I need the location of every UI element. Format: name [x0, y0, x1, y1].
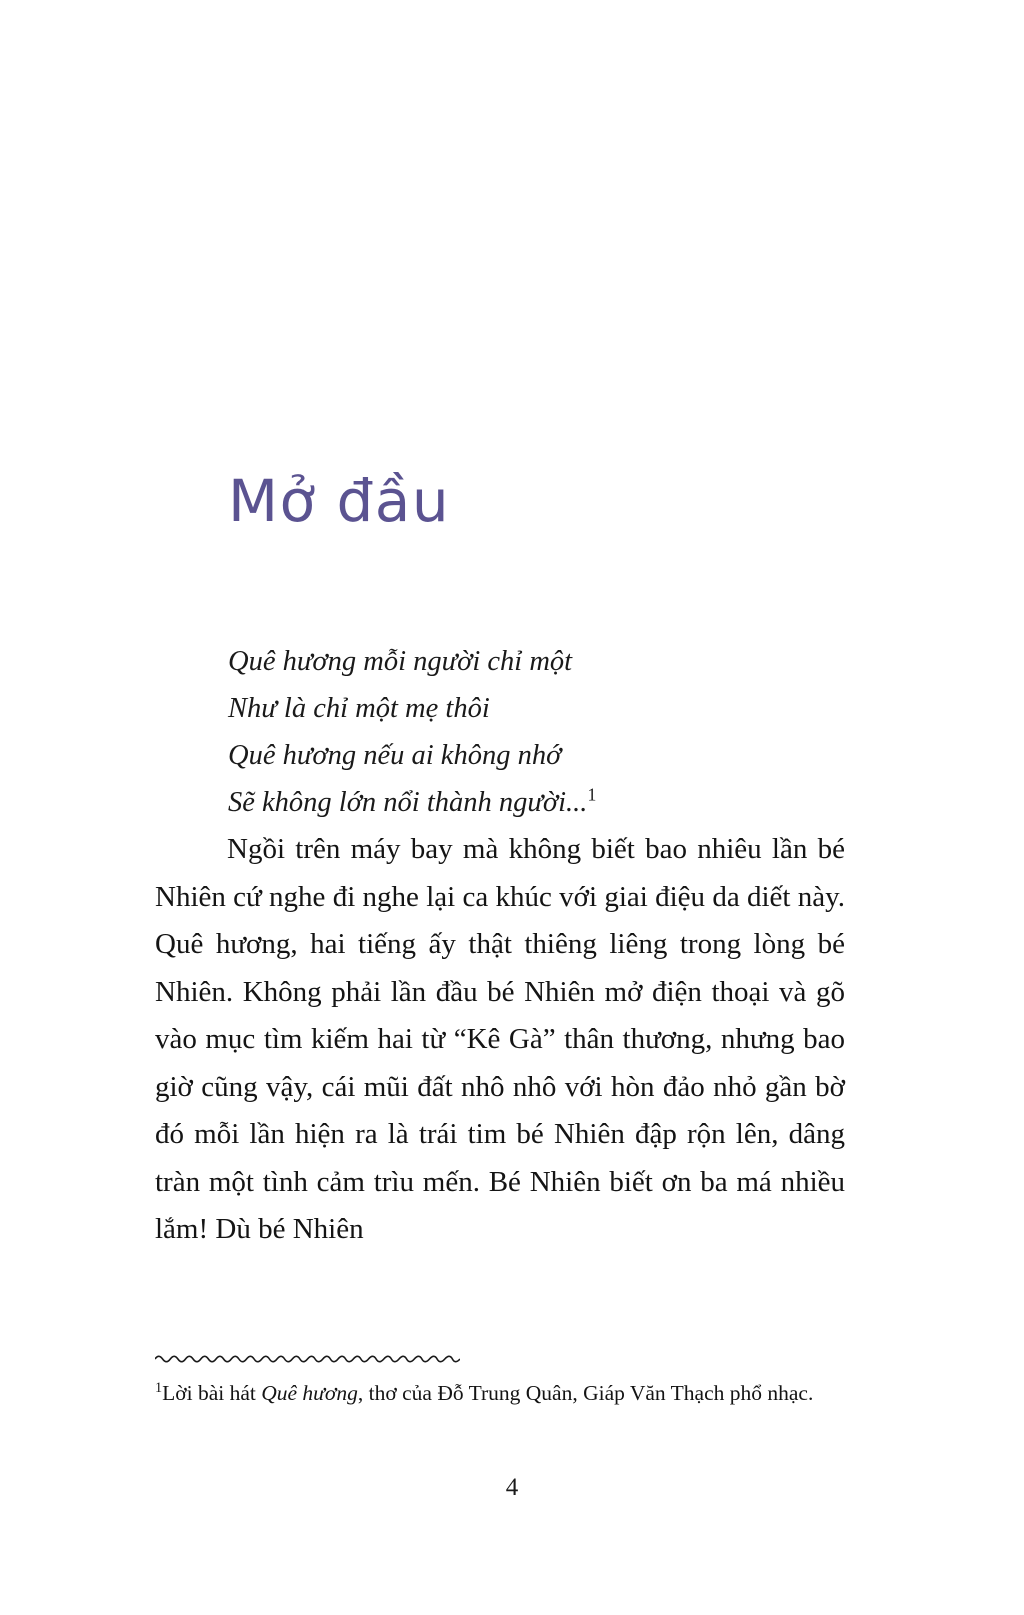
footnote-area [155, 1352, 845, 1408]
poem-line: Quê hương mỗi người chỉ một [228, 646, 573, 677]
body-paragraph: Ngồi trên máy bay mà không biết bao nhiêu lần bé Nhiên cứ nghe đi nghe lại ca khúc với giai điệu da diết này. Quê hương, hai tiếng ấy thật thiêng liêng trong lòng bé Nhiên. Không phải lần đầu bé Nhiên mở điện thoại và gõ vào mục tìm kiếm hai từ “Kê Gà” thân thương, nhưng bao giờ cũng vậy, cái mũi đất nhô nhô với hòn đảo nhỏ gần bờ đó mỗi lần hiện ra là trái tim bé Nhiên đập rộn lên, dâng tràn một tình cảm trìu mến. Bé Nhiên biết ơn ba má nhiều lắm! Dù bé Nhiên [155, 833, 845, 1245]
wavy-rule-icon [155, 1352, 460, 1366]
footnote-reference[interactable]: 1 [587, 784, 597, 805]
epigraph-poem [155, 638, 845, 826]
poem-line-text: Sẽ không lớn nổi thành người... [228, 787, 588, 818]
footnote-text [155, 1378, 845, 1408]
poem-line [228, 779, 845, 826]
page-title: Mở đầu [228, 466, 451, 535]
footnote-song-title: Quê hương [261, 1381, 358, 1405]
poem-line: Quê hương nếu ai không nhớ [228, 740, 562, 771]
poem-line: Như là chỉ một mẹ thôi [228, 693, 490, 724]
footnote-marker: 1 [155, 1379, 163, 1396]
page-content [155, 638, 845, 1254]
footnote-suffix: , thơ của Đỗ Trung Quân, Giáp Văn Thạch phổ nhạc. [357, 1381, 814, 1405]
page-number: 4 [505, 1474, 519, 1501]
footnote-prefix: Lời bài hát [162, 1381, 262, 1405]
